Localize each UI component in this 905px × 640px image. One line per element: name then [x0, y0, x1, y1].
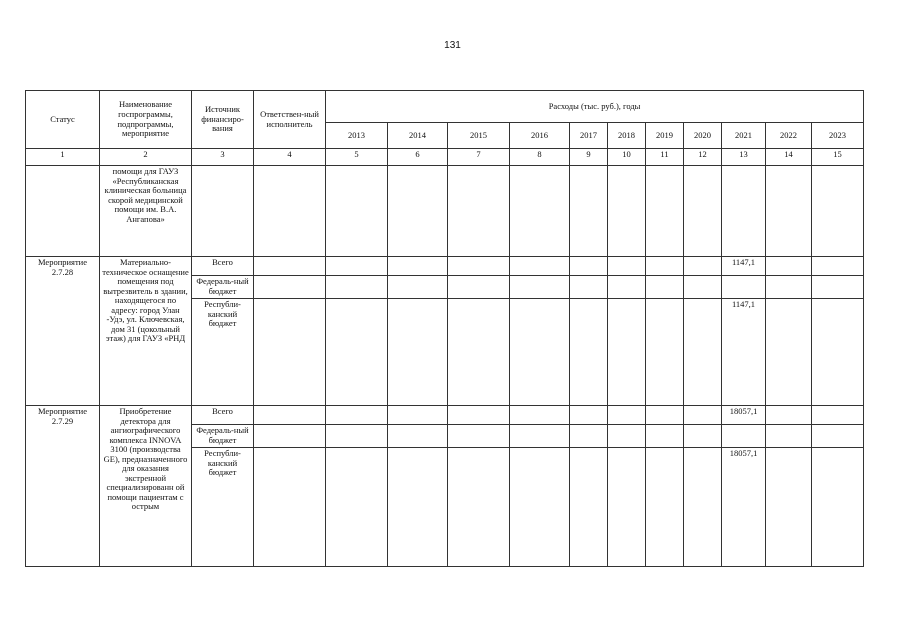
funding-source: Федераль-ный бюджет	[192, 276, 254, 299]
year-header: 2017	[570, 123, 608, 149]
value-2021	[722, 276, 766, 299]
column-number: 1	[26, 149, 100, 166]
year-header: 2021	[722, 123, 766, 149]
measure-name: Приобретение детектора для ангиографического комплекса INNOVA 3100 (производства GE), предназначенного для оказания экстренной специализированн ой помощи пациентам с острым	[100, 406, 192, 567]
header-expenses: Расходы (тыс. руб.), годы	[326, 91, 864, 123]
year-header: 2023	[812, 123, 864, 149]
header-status: Статус	[26, 91, 100, 149]
budget-table	[25, 90, 864, 567]
header-source: Источник финансиро-вания	[192, 91, 254, 149]
header-name: Наименование госпрограммы, подпрограммы, мероприятие	[100, 91, 192, 149]
column-number: 13	[722, 149, 766, 166]
measure-name: Материально-техническое оснащение помещения под вытрезвитель в здании, находящегося по адресу: город Улан -Удэ, ул. Ключевская, дом 31 (цокольный этаж) для ГАУЗ «РНД	[100, 257, 192, 406]
year-header: 2018	[608, 123, 646, 149]
column-number: 4	[254, 149, 326, 166]
funding-source: Федераль-ный бюджет	[192, 425, 254, 448]
table-row	[26, 406, 864, 425]
header-row	[26, 91, 864, 123]
value-2021: 1147,1	[722, 257, 766, 276]
column-number: 9	[570, 149, 608, 166]
column-number: 2	[100, 149, 192, 166]
funding-source: Всего	[192, 406, 254, 425]
value-2021: 18057,1	[722, 448, 766, 567]
column-number-row	[26, 149, 864, 166]
measure-status: Мероприятие 2.7.29	[26, 406, 100, 567]
funding-source: Республи-канский бюджет	[192, 299, 254, 406]
year-header: 2020	[684, 123, 722, 149]
year-header: 2022	[766, 123, 812, 149]
year-header: 2013	[326, 123, 388, 149]
value-2021: 18057,1	[722, 406, 766, 425]
column-number: 12	[684, 149, 722, 166]
funding-source: Республи-канский бюджет	[192, 448, 254, 567]
header-executor: Ответствен-ный исполнитель	[254, 91, 326, 149]
column-number: 10	[608, 149, 646, 166]
funding-source: Всего	[192, 257, 254, 276]
continuation-row	[26, 166, 864, 257]
value-2021	[722, 425, 766, 448]
column-number: 6	[388, 149, 448, 166]
column-number: 11	[646, 149, 684, 166]
value-2021: 1147,1	[722, 299, 766, 406]
page-number: 131	[444, 40, 461, 51]
table-row	[26, 257, 864, 276]
measure-status: Мероприятие 2.7.28	[26, 257, 100, 406]
year-header: 2014	[388, 123, 448, 149]
measure-name: помощи для ГАУЗ «Республиканская клиническая больница скорой медицинской помощи им. В.А. Ангапова»	[100, 166, 192, 257]
status-cell	[26, 166, 100, 257]
year-header: 2019	[646, 123, 684, 149]
column-number: 14	[766, 149, 812, 166]
column-number: 3	[192, 149, 254, 166]
year-header: 2016	[510, 123, 570, 149]
column-number: 7	[448, 149, 510, 166]
column-number: 15	[812, 149, 864, 166]
column-number: 8	[510, 149, 570, 166]
year-header: 2015	[448, 123, 510, 149]
column-number: 5	[326, 149, 388, 166]
